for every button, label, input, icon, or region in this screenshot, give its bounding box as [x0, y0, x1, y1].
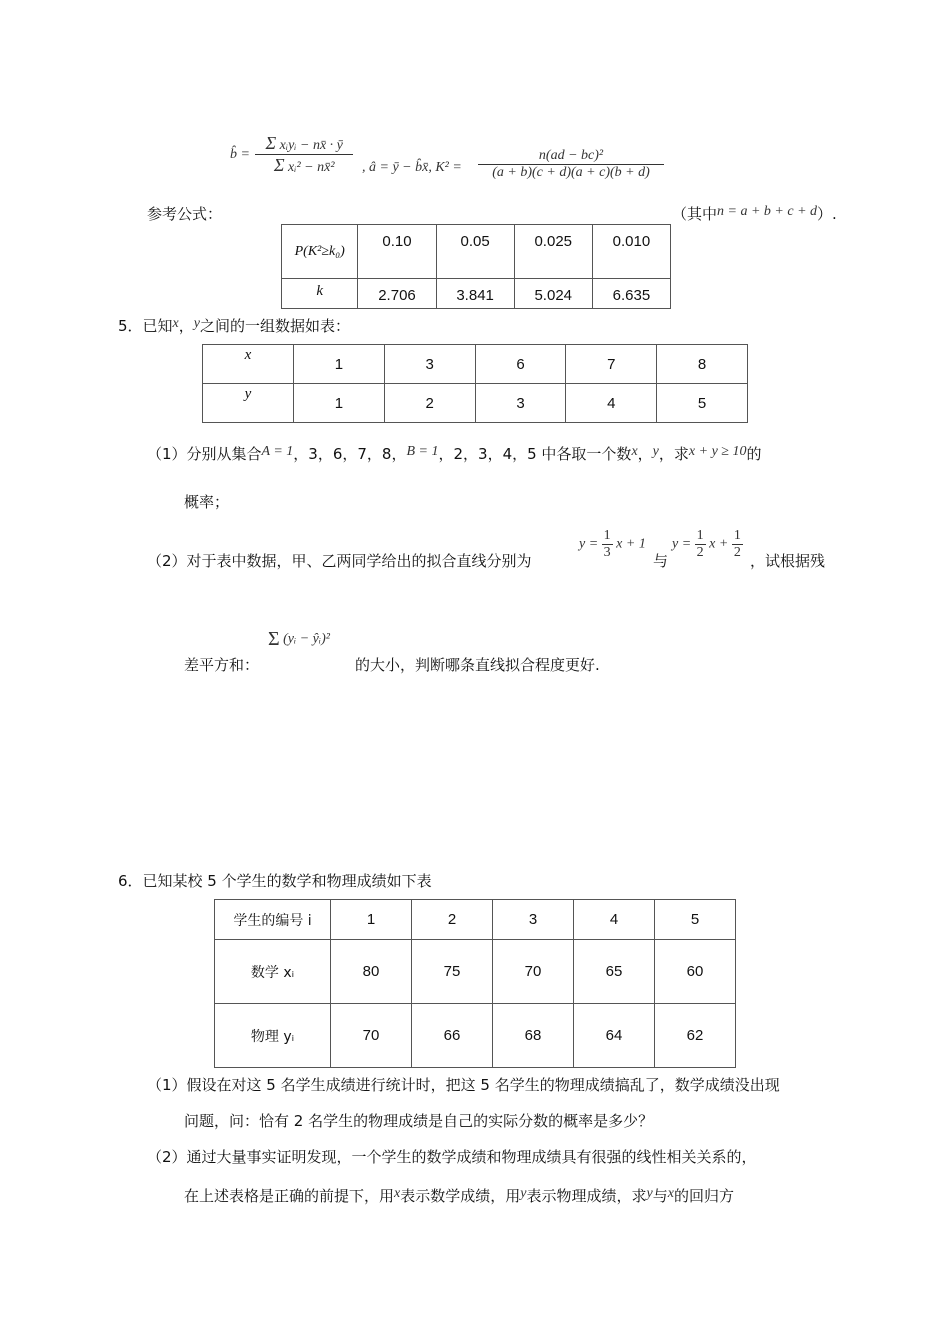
- table-row: [215, 940, 736, 1004]
- q5-residual-sum: Σ (yᵢ − ŷᵢ)²: [268, 628, 330, 650]
- q6-p2-a: 在上述表格是正确的前提下，用: [184, 1187, 395, 1205]
- q5-p2-line3-post: 的大小，判断哪条直线拟合程度更好.: [355, 656, 600, 674]
- q6-title: 6．已知某校 5 个学生的数学和物理成绩如下表: [118, 872, 432, 890]
- q5-part1-line2: 概率；: [184, 493, 230, 511]
- table-row: [282, 279, 671, 309]
- q5-p1-var-x: x: [631, 444, 638, 459]
- q5-var-y: y: [193, 316, 200, 331]
- table-cell: y: [203, 384, 294, 423]
- q5-set-a: A = 1: [261, 444, 294, 459]
- q5-p1-d: ，求: [658, 445, 689, 463]
- q6-var-x2: x: [667, 1186, 674, 1201]
- table-cell: 6: [475, 345, 566, 384]
- q5-p1-b: ，3，6，7，8，: [293, 445, 407, 463]
- k2-numerator: n(ad − bc)²: [478, 148, 664, 165]
- formula-k2-fraction: [478, 148, 664, 181]
- table-cell: 5: [655, 900, 736, 940]
- table-cell: 6.635: [592, 279, 670, 309]
- q6-score-table: [214, 899, 736, 1068]
- q6-part1-line2: 问题，问：恰有 2 名学生的物理成绩是自己的实际分数的概率是多少？: [184, 1112, 654, 1130]
- q6-var-y2: y: [646, 1186, 653, 1201]
- q5-p2-line3-pre: 差平方和：: [184, 656, 260, 674]
- q5-var-x: x: [172, 316, 179, 331]
- formula-a-hat-k2: , â = ȳ − b̂x̄, K² =: [362, 160, 462, 175]
- q6-var-x: x: [394, 1186, 401, 1201]
- table-cell: 2.706: [358, 279, 436, 309]
- ref-note-prefix: （其中: [672, 205, 718, 223]
- table-cell: 70: [493, 940, 574, 1004]
- q5-title: [118, 315, 350, 336]
- table-cell: 物理 yᵢ: [215, 1004, 331, 1068]
- q6-p2-d: 与: [652, 1187, 668, 1205]
- table-row: [203, 345, 748, 384]
- table-cell: 65: [574, 940, 655, 1004]
- q6-var-y: y: [520, 1186, 527, 1201]
- table-cell: 60: [655, 940, 736, 1004]
- q6-p2-c: 表示物理成绩，求: [526, 1187, 647, 1205]
- table-cell: 66: [412, 1004, 493, 1068]
- formula-b-hat: b̂ = $\frac{\text{Σ xᵢyᵢ − nx̄ · ȳ}}{\text{Σ xᵢ² − nx̄²}}$: [230, 133, 353, 176]
- k2-denominator: (a + b)(c + d)(a + c)(b + d): [492, 165, 650, 180]
- table-cell: 3: [475, 384, 566, 423]
- q5-p1-e: 的: [746, 445, 762, 463]
- q5-title-post: 之间的一组数据如表：: [200, 317, 351, 335]
- q5-line-yi: y = $\frac{1}{2}$ x + $\frac{1}{2}$: [672, 528, 741, 560]
- table-cell: 0.10: [358, 225, 436, 279]
- table-cell: 75: [412, 940, 493, 1004]
- ref-note-suffix: ）.: [817, 205, 837, 223]
- table-cell: 64: [574, 1004, 655, 1068]
- table-cell: 学生的编号 i: [215, 900, 331, 940]
- table-cell: 3: [493, 900, 574, 940]
- table-cell: 4: [566, 384, 657, 423]
- table-cell: 2: [412, 900, 493, 940]
- table-cell: 70: [331, 1004, 412, 1068]
- q5-part1-line1: （1）分别从集合A = 1，3，6，7，8，B = 1，2，3，4，5 中各取一个数x，y，求x + y ≥ 10的: [147, 444, 762, 463]
- table-row: [215, 1004, 736, 1068]
- ref-note-math: n = a + b + c + d: [717, 204, 818, 219]
- q6-part2-line2: [184, 1185, 734, 1206]
- q5-title-pre: 5．已知: [118, 317, 173, 335]
- table-cell: 1: [294, 345, 385, 384]
- q5-set-b: B = 1: [406, 444, 439, 459]
- q6-part1-line1: （1）假设在对这 5 名学生成绩进行统计时，把这 5 名学生的物理成绩搞乱了，数学成绩没出现: [147, 1076, 780, 1094]
- table-cell: P(K²≥k₀): [282, 225, 358, 279]
- table-cell: 0.05: [436, 225, 514, 279]
- table-cell: 62: [655, 1004, 736, 1068]
- table-cell: 7: [566, 345, 657, 384]
- q5-data-table: [202, 344, 748, 423]
- table-cell: 4: [574, 900, 655, 940]
- q5-p1-condition: x + y ≥ 10: [688, 444, 747, 459]
- table-cell: 8: [657, 345, 748, 384]
- table-cell: 1: [294, 384, 385, 423]
- table-row: [215, 900, 736, 940]
- q5-p1-var-y: y: [652, 444, 659, 459]
- table-cell: 80: [331, 940, 412, 1004]
- table-row: [203, 384, 748, 423]
- table-cell: 0.010: [592, 225, 670, 279]
- table-cell: k: [282, 279, 358, 309]
- q6-part2-line1: （2）通过大量事实证明发现，一个学生的数学成绩和物理成绩具有很强的线性相关关系的，: [147, 1148, 757, 1166]
- table-cell: 3: [384, 345, 475, 384]
- table-cell: x: [203, 345, 294, 384]
- table-row: [282, 225, 671, 279]
- k-critical-table: [281, 224, 671, 309]
- table-cell: 2: [384, 384, 475, 423]
- q5-part2-text-a: （2）对于表中数据，甲、乙两同学给出的拟合直线分别为: [147, 552, 532, 570]
- table-cell: 数学 xᵢ: [215, 940, 331, 1004]
- q5-p1-c: ，2，3，4，5 中各取一个数: [438, 445, 632, 463]
- q5-p2-b: ，试根据残: [750, 552, 826, 570]
- q5-p1-a: （1）分别从集合: [147, 445, 262, 463]
- table-cell: 0.025: [514, 225, 592, 279]
- ref-label: 参考公式：: [147, 205, 223, 223]
- ref-note: [672, 203, 837, 224]
- q5-title-mid: ，: [178, 317, 194, 335]
- table-cell: 1: [331, 900, 412, 940]
- q5-p2-mid: 与: [653, 552, 669, 570]
- table-cell: 68: [493, 1004, 574, 1068]
- table-cell: 5.024: [514, 279, 592, 309]
- table-cell: 3.841: [436, 279, 514, 309]
- q6-p2-e: 的回归方: [673, 1187, 734, 1205]
- q6-p2-b: 表示数学成绩，用: [400, 1187, 521, 1205]
- q5-line-jia: y = $\frac{1}{3}$ x + 1: [579, 528, 646, 560]
- table-cell: 5: [657, 384, 748, 423]
